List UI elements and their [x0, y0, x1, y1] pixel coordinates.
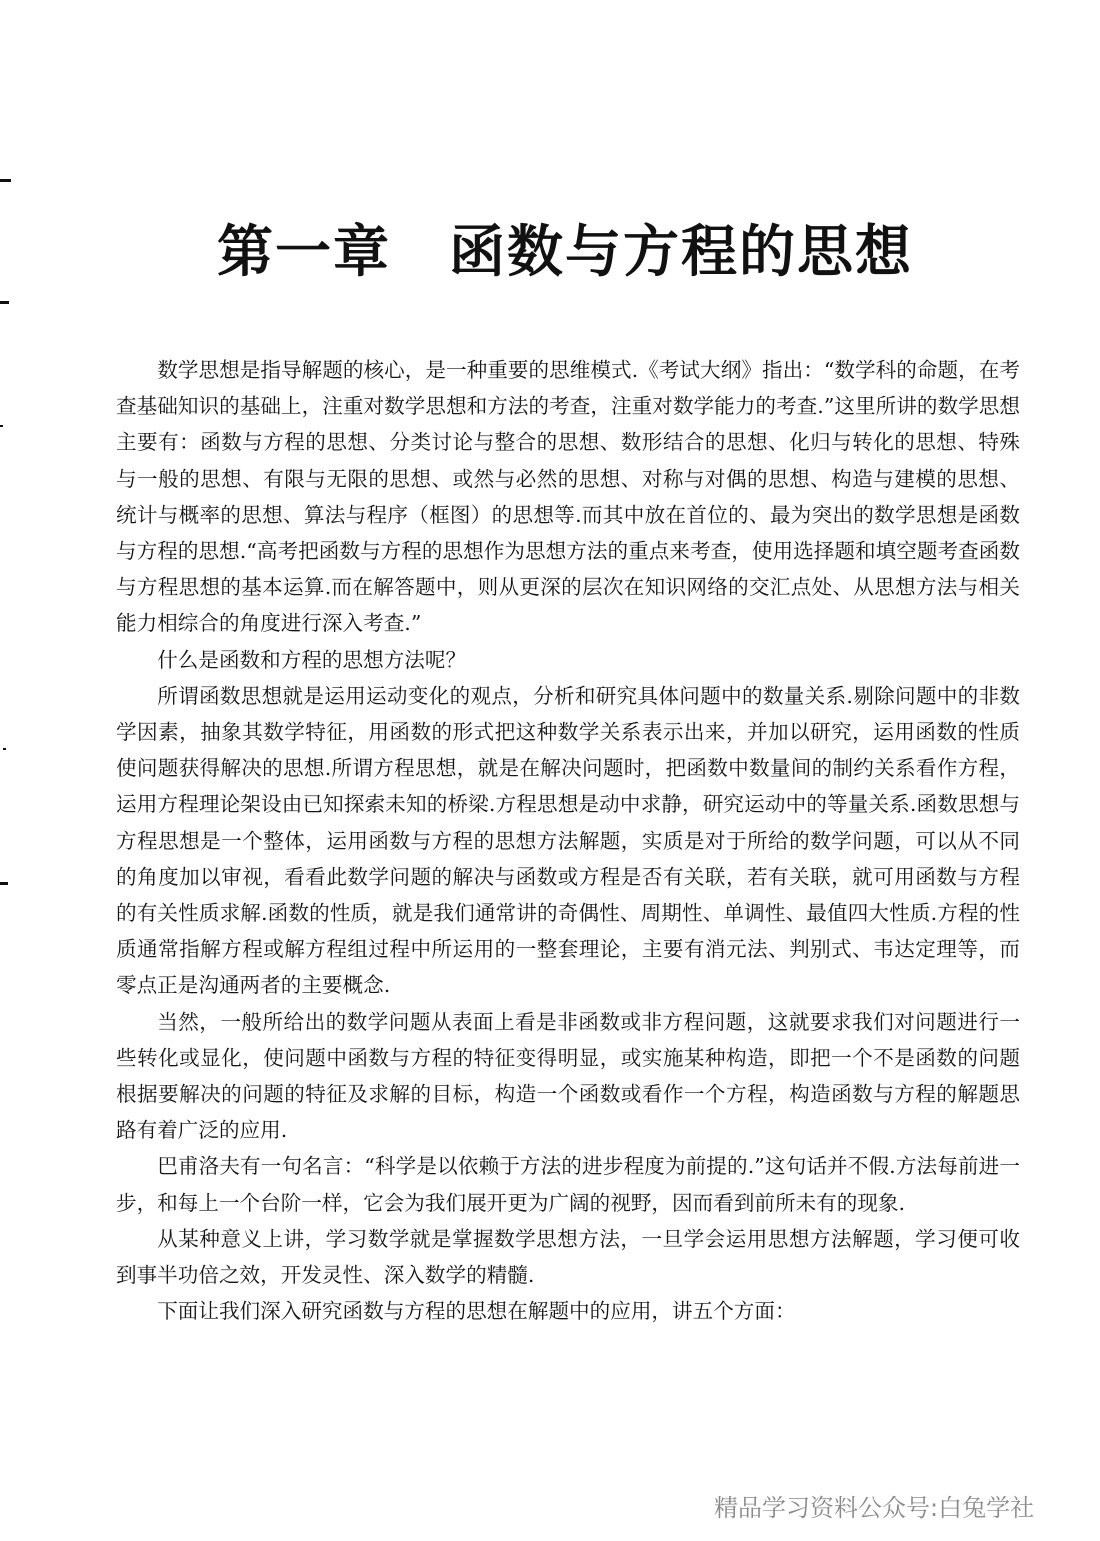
scan-margin-mark: [3, 748, 6, 750]
paragraph-transformation: 当然，一般所给出的数学问题从表面上看是非函数或非方程问题，这就要求我们对问题进行一些转化或显化，使问题中函数与方程的特征变得明显，或实施某种构造，即把一个不是函数的问题根据要解决的问题的特征及求解的目标，构造一个函数或看作一个方程，构造函数与方程的解题思路有着广泛的应用.: [116, 1009, 1020, 1143]
paragraph-definition: 所谓函数思想就是运用运动变化的观点，分析和研究具体问题中的数量关系.剔除问题中的非数学因素，抽象其数学特征，用函数的形式把这种数学关系表示出来，并加以研究，运用函数的性质使问题获得解决的思想.所谓方程思想，就是在解决问题时，把函数中数量间的制约关系看作方程，运用方程理论架设由已知探索未知的桥梁.方程思想是动中求静，研究运动中的等量关系.函数思想与方程思想是一个整体，运用函数与方程的思想方法解题，实质是对于所给的数学问题，可以从不同的角度加以审视，看看此数学问题的解决与函数或方程是否有关联，若有关联，就可用函数与方程的有关性质求解.函数的性质，就是我们通常讲的奇偶性、周期性、单调性、最值四大性质.方程的性质通常指解方程或解方程组过程中所运用的一整套理论，主要有消元法、判别式、韦达定理等，而零点正是沟通两者的主要概念.: [116, 683, 1020, 998]
scan-margin-mark: [0, 425, 3, 427]
chapter-name: 函数与方程的思想: [449, 219, 913, 285]
chapter-number: 第一章: [217, 219, 391, 285]
scan-margin-mark: [0, 179, 11, 182]
chapter-body: [116, 352, 1020, 1329]
paragraph-pavlov-quote: 巴甫洛夫有一句名言：“科学是以依赖于方法的进步程度为前提的.”这句话并不假.方法每前进一步，和每上一个台阶一样，它会为我们展开更为广阔的视野，因而看到前所未有的现象.: [116, 1154, 1020, 1215]
scan-margin-mark: [0, 301, 9, 304]
paragraph-question: 什么是函数和方程的思想方法呢？: [157, 647, 467, 672]
paragraph-significance: 从某种意义上讲，学习数学就是掌握数学思想方法，一旦学会运用思想方法解题，学习便可收到事半功倍之效，开发灵性、深入数学的精髓.: [116, 1226, 1020, 1288]
watermark-text: 精品学习资料公众号:白兔学社: [714, 1494, 1035, 1522]
paragraph-intro: 数学思想是指导解题的核心，是一种重要的思维模式.《考试大纲》指出：“数学科的命题，在考查基础知识的基础上，注重对数学思想和方法的考查，注重对数学能力的考查.”这里所讲的数学思想主要有：函数与方程的思想、分类讨论与整合的思想、数形结合的思想、化归与转化的思想、特殊与一般的思想、有限与无限的思想、或然与必然的思想、对称与对偶的思想、构造与建模的思想、统计与概率的思想、算法与程序（框图）的思想等.而其中放在首位的、最为突出的数学思想是函数与方程的思想.“高考把函数与方程的思想作为思想方法的重点来考查，使用选择题和填空题考查函数与方程思想的基本运算.而在解答题中，则从更深的层次在知识网络的交汇点处、从思想方法与相关能力相综合的角度进行深入考查.”: [116, 358, 1020, 636]
scan-margin-mark: [0, 882, 8, 885]
chapter-title: [0, 208, 1100, 288]
paragraph-outline: 下面让我们深入研究函数与方程的思想在解题中的应用，讲五个方面：: [157, 1299, 796, 1324]
